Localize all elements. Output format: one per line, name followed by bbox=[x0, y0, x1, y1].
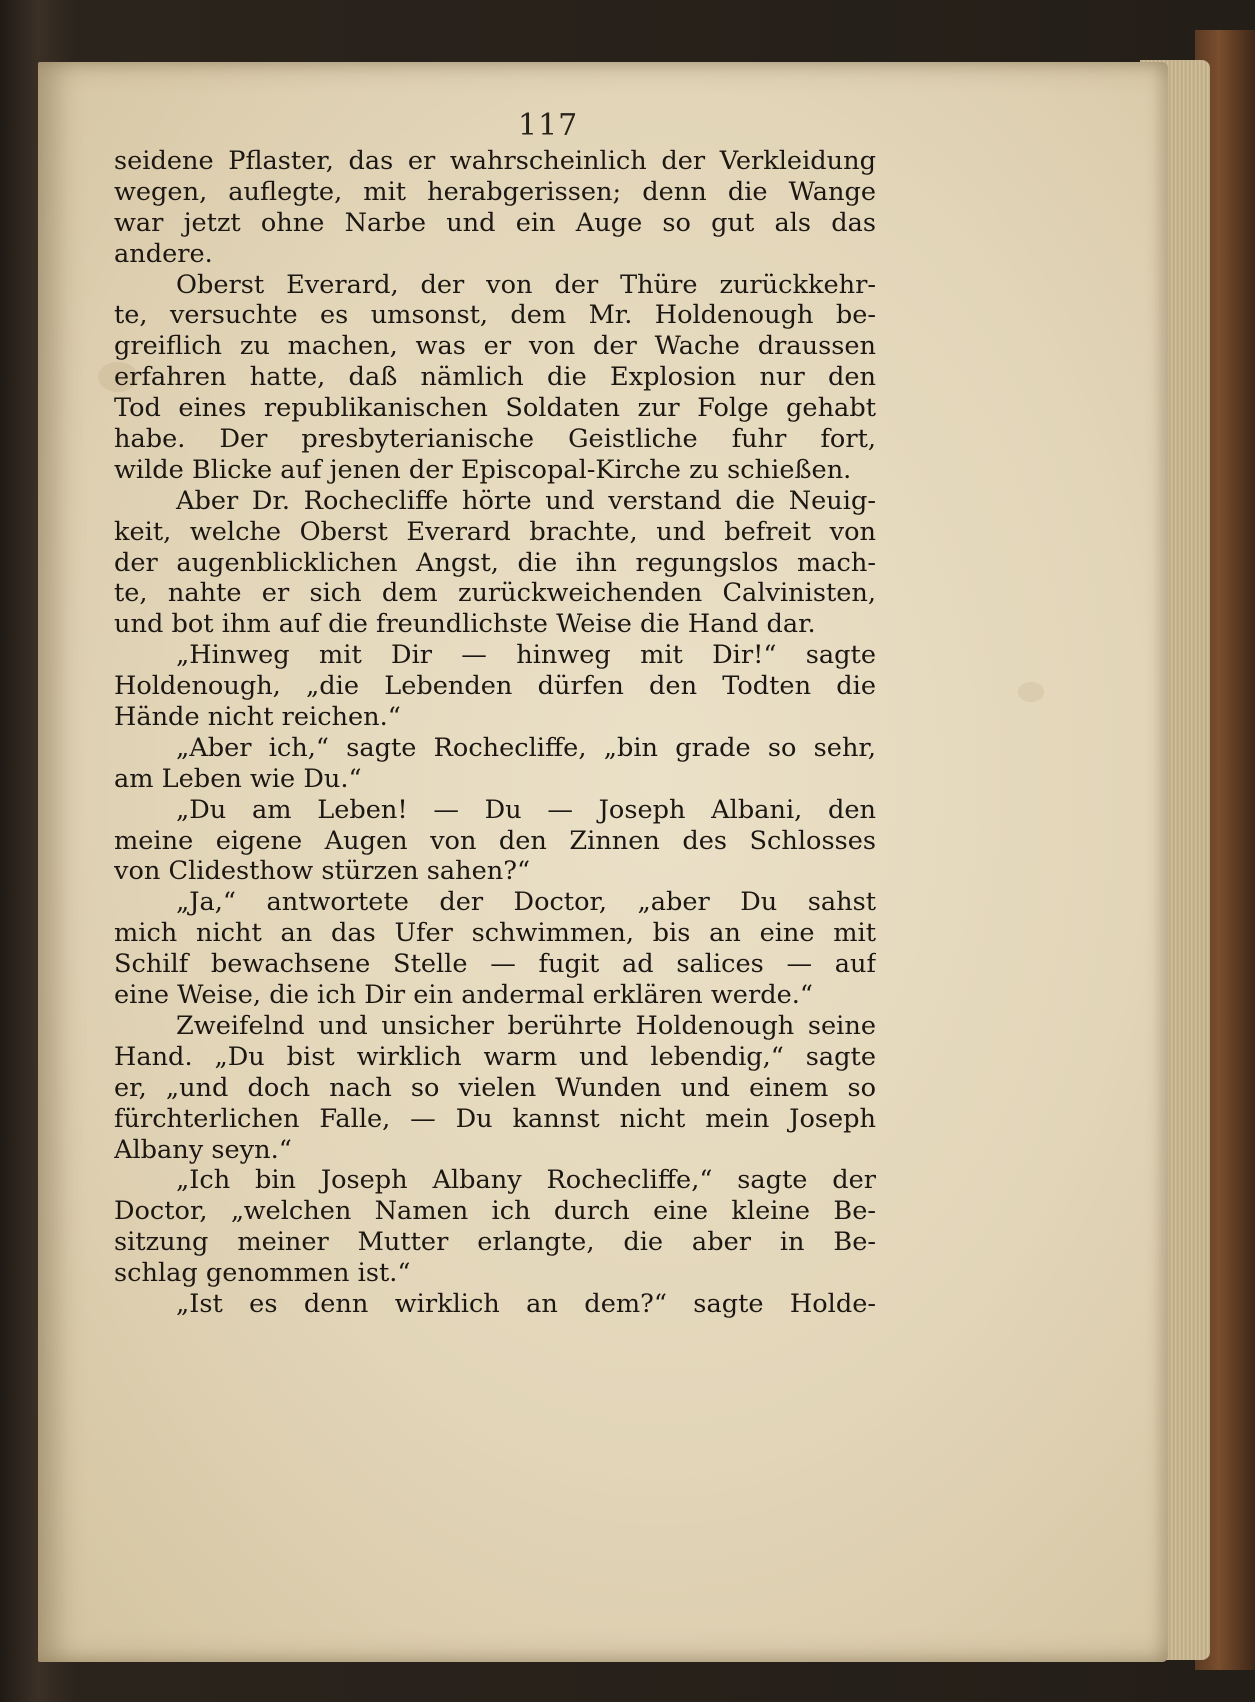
text-line: wilde Blicke auf jenen der Episcopal-Kirche zu schießen. bbox=[114, 454, 852, 485]
text-line: und bot ihm auf die freundlichste Weise die Hand dar. bbox=[114, 609, 816, 640]
text-line: Doctor, „welchen Namen ich durch eine kleine Be- bbox=[114, 1196, 876, 1227]
text-line: „Ist es denn wirklich an dem?“ sagte Holde- bbox=[176, 1288, 876, 1319]
text-line: meine eigene Augen von den Zinnen des Schlosses bbox=[114, 825, 876, 856]
text-line: keit, welche Oberst Everard brachte, und befreit von bbox=[114, 516, 876, 547]
text-line: wegen, auflegte, mit herabgerissen; denn die Wange bbox=[114, 176, 876, 207]
text-line: Schilf bewachsene Stelle — fugit ad salices — auf bbox=[114, 949, 876, 980]
text-line: andere. bbox=[114, 238, 213, 269]
text-line: Tod eines republikanischen Soldaten zur Folge gehabt bbox=[114, 393, 876, 424]
page-text bbox=[114, 146, 876, 1320]
text-line: Aber Dr. Rochecliffe hörte und verstand die Neuig- bbox=[176, 485, 876, 516]
text-line: „Ja,“ antwortete der Doctor, „aber Du sahst bbox=[176, 887, 876, 918]
text-line: te, versuchte es umsonst, dem Mr. Holdenough be- bbox=[114, 300, 876, 331]
text-line: war jetzt ohne Narbe und ein Auge so gut als das bbox=[114, 207, 876, 238]
text-line: seidene Pflaster, das er wahrscheinlich der Verkleidung bbox=[114, 146, 876, 176]
text-line: fürchterlichen Falle, — Du kannst nicht mein Joseph bbox=[114, 1103, 876, 1134]
text-line: Hände nicht reichen.“ bbox=[114, 702, 401, 733]
text-line: mich nicht an das Ufer schwimmen, bis an eine mit bbox=[114, 918, 876, 949]
text-line: er, „und doch nach so vielen Wunden und einem so bbox=[114, 1072, 876, 1103]
page-number: 117 bbox=[518, 108, 579, 143]
text-line: Zweifelnd und unsicher berührte Holdenough seine bbox=[176, 1010, 876, 1041]
text-line: eine Weise, die ich Dir ein andermal erklären werde.“ bbox=[114, 980, 813, 1011]
text-line: Holdenough, „die Lebenden dürfen den Todten die bbox=[114, 671, 876, 702]
text-line: te, nahte er sich dem zurückweichenden Calvinisten, bbox=[114, 578, 876, 609]
text-line: „Du am Leben! — Du — Joseph Albani, den bbox=[176, 794, 876, 825]
text-line: „Aber ich,“ sagte Rochecliffe, „bin grade so sehr, bbox=[176, 732, 876, 763]
text-line: sitzung meiner Mutter erlangte, die aber in Be- bbox=[114, 1227, 876, 1258]
text-line: schlag genommen ist.“ bbox=[114, 1258, 411, 1289]
text-line: der augenblicklichen Angst, die ihn regungslos mach- bbox=[114, 547, 876, 578]
paper-stain bbox=[1018, 682, 1044, 702]
text-line: erfahren hatte, daß nämlich die Explosion nur den bbox=[114, 362, 876, 393]
text-line: „Hinweg mit Dir — hinweg mit Dir!“ sagte bbox=[176, 640, 876, 671]
text-line: Hand. „Du bist wirklich warm und lebendig,“ sagte bbox=[114, 1041, 876, 1072]
text-line: Albany seyn.“ bbox=[114, 1134, 292, 1165]
text-line: habe. Der presbyterianische Geistliche fuhr fort, bbox=[114, 424, 876, 455]
text-line: greiflich zu machen, was er von der Wache draussen bbox=[114, 331, 876, 362]
text-line: am Leben wie Du.“ bbox=[114, 763, 362, 794]
text-line: Oberst Everard, der von der Thüre zurückkehr- bbox=[176, 269, 876, 300]
text-line: „Ich bin Joseph Albany Rochecliffe,“ sagte der bbox=[176, 1165, 876, 1196]
text-line: von Clidesthow stürzen sahen?“ bbox=[114, 856, 531, 887]
